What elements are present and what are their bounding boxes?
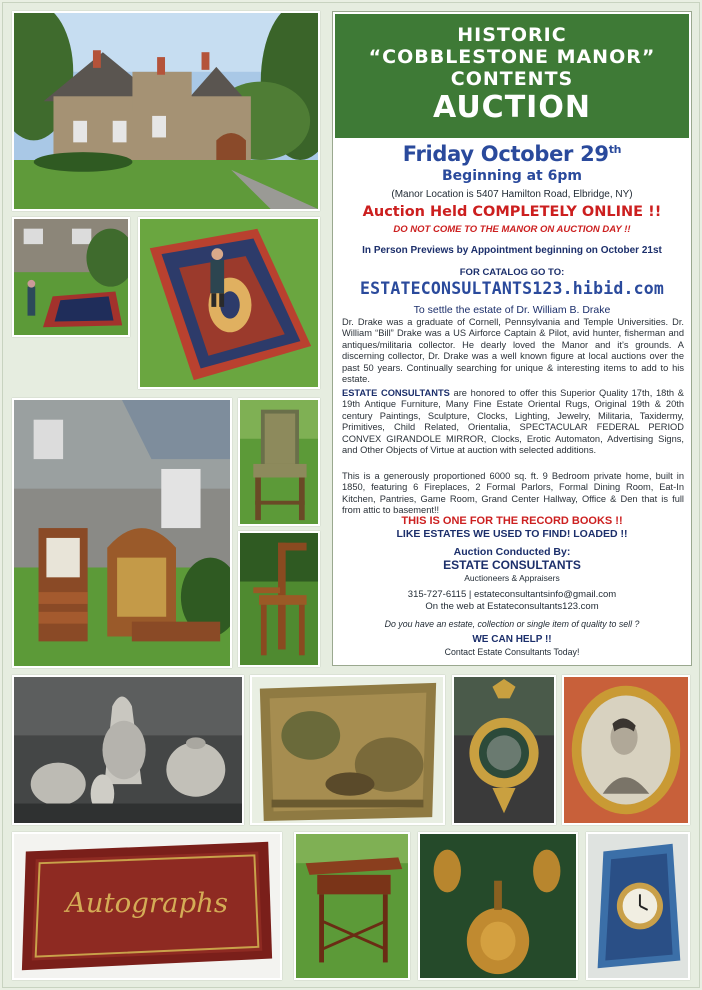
carved-armchair-photo <box>238 398 320 526</box>
sell-question: Do you have an estate, collection or single item of quality to sell ? <box>384 619 640 629</box>
manor-exterior-photo <box>12 11 320 211</box>
auction-date-day: Friday October 29 <box>402 142 609 166</box>
large-oriental-rug-photo <box>138 217 320 389</box>
catalog-url-link[interactable]: ESTATECONSULTANTS123.hibid.com <box>359 279 664 298</box>
auction-info-panel <box>332 11 692 666</box>
autographs-album-photo <box>12 832 282 980</box>
victorian-bedroom-set-photo <box>12 398 232 668</box>
svg-text:Autographs: Autographs <box>65 887 229 919</box>
preview-notice: In Person Previews by Appointment beginning on October 21st <box>362 245 662 256</box>
title-banner <box>335 14 689 138</box>
tapestry-photo <box>250 675 445 825</box>
oval-portrait-photo <box>562 675 690 825</box>
conducted-by-label: Auction Conducted By: <box>453 546 571 558</box>
auction-date <box>341 142 683 166</box>
enamel-clock-photo <box>586 832 690 980</box>
banner-line-historic: HISTORIC <box>457 24 567 46</box>
contact-cta: Contact Estate Consultants Today! <box>444 647 580 657</box>
offer-description <box>342 388 684 456</box>
banner-line-auction: AUCTION <box>433 90 591 125</box>
website-link[interactable]: On the web at Estateconsultants123.com <box>425 601 599 612</box>
we-can-help: WE CAN HELP !! <box>472 634 552 645</box>
arts-crafts-chair-photo <box>238 531 320 667</box>
girandole-mirror-photo <box>452 675 556 825</box>
rug-on-lawn-photo <box>12 217 130 337</box>
catalog-label: FOR CATALOG GO TO: <box>459 267 565 278</box>
dr-drake-bio: Dr. Drake was a graduate of Cornell, Pennsylvania and Temple Universities. Dr. William “Bill” Drake was a US Airforce Captain & Pilot, avid hunter, fisherman and antiques/militaria collector. He dearly loved the Manor and it’s grounds. A discerning collector, Dr. Drake was a well known figure at local auctions over the past 50 years. Continually searching for unique & interesting items to add to his estate. <box>342 317 684 385</box>
manor-location: (Manor Location is 5407 Hamilton Road, Elbridge, NY) <box>391 189 633 200</box>
silver-tea-set-photo <box>12 675 244 825</box>
brass-helmets-photo <box>418 832 578 980</box>
offer-items-text: are honored to offer this Superior Quality 17th, 18th & 19th Antique Furniture, Many Fine Estate Oriental Rugs, Original 19th & 20th century Paintings, Sculpture, Clocks, Lighting, Jewelry, Militaria, Taxidermy, Primitives, Child Related, Orientalia, SPECTACULAR FEDERAL PERIOD CONVEX GIRANDOLE MIRROR, Clocks, Erotic Automaton, Advertising Signs, and Other Objects of Virtue at auction with selected additions. <box>342 388 684 456</box>
loaded-headline: LIKE ESTATES WE USED TO FIND! LOADED !! <box>396 528 628 540</box>
drop-leaf-table-photo <box>294 832 410 980</box>
banner-line-contents: CONTENTS <box>450 68 574 90</box>
estate-intro: To settle the estate of Dr. William B. Drake <box>413 304 611 316</box>
conductor-tagline: Auctioneers & Appraisers <box>464 573 560 583</box>
auction-time: Beginning at 6pm <box>442 168 582 184</box>
online-headline: Auction Held COMPLETELY ONLINE !! <box>362 204 662 220</box>
auction-date-suffix: th <box>608 143 622 156</box>
conductor-name: ESTATE CONSULTANTS <box>443 558 581 572</box>
banner-line-manor: “COBBLESTONE MANOR” <box>368 46 656 68</box>
home-description: This is a generously proportioned 6000 sq. ft. 9 Bedroom private home, built in 1850, featuring 6 Fireplaces, 2 Formal Parlors, Formal Dining Room, Eat-In Kitchen, Pantries, Game Room, Grand Center Hallway, Office & Den that is full from attic to basement!! <box>342 471 684 516</box>
do-not-come-warning: DO NOT COME TO THE MANOR ON AUCTION DAY !! <box>393 224 631 235</box>
record-books-headline: THIS IS ONE FOR THE RECORD BOOKS !! <box>401 515 623 527</box>
contact-phone-email[interactable]: 315-727-6115 | estateconsultantsinfo@gmail.com <box>407 589 617 600</box>
offer-company-name: ESTATE CONSULTANTS <box>342 388 450 398</box>
